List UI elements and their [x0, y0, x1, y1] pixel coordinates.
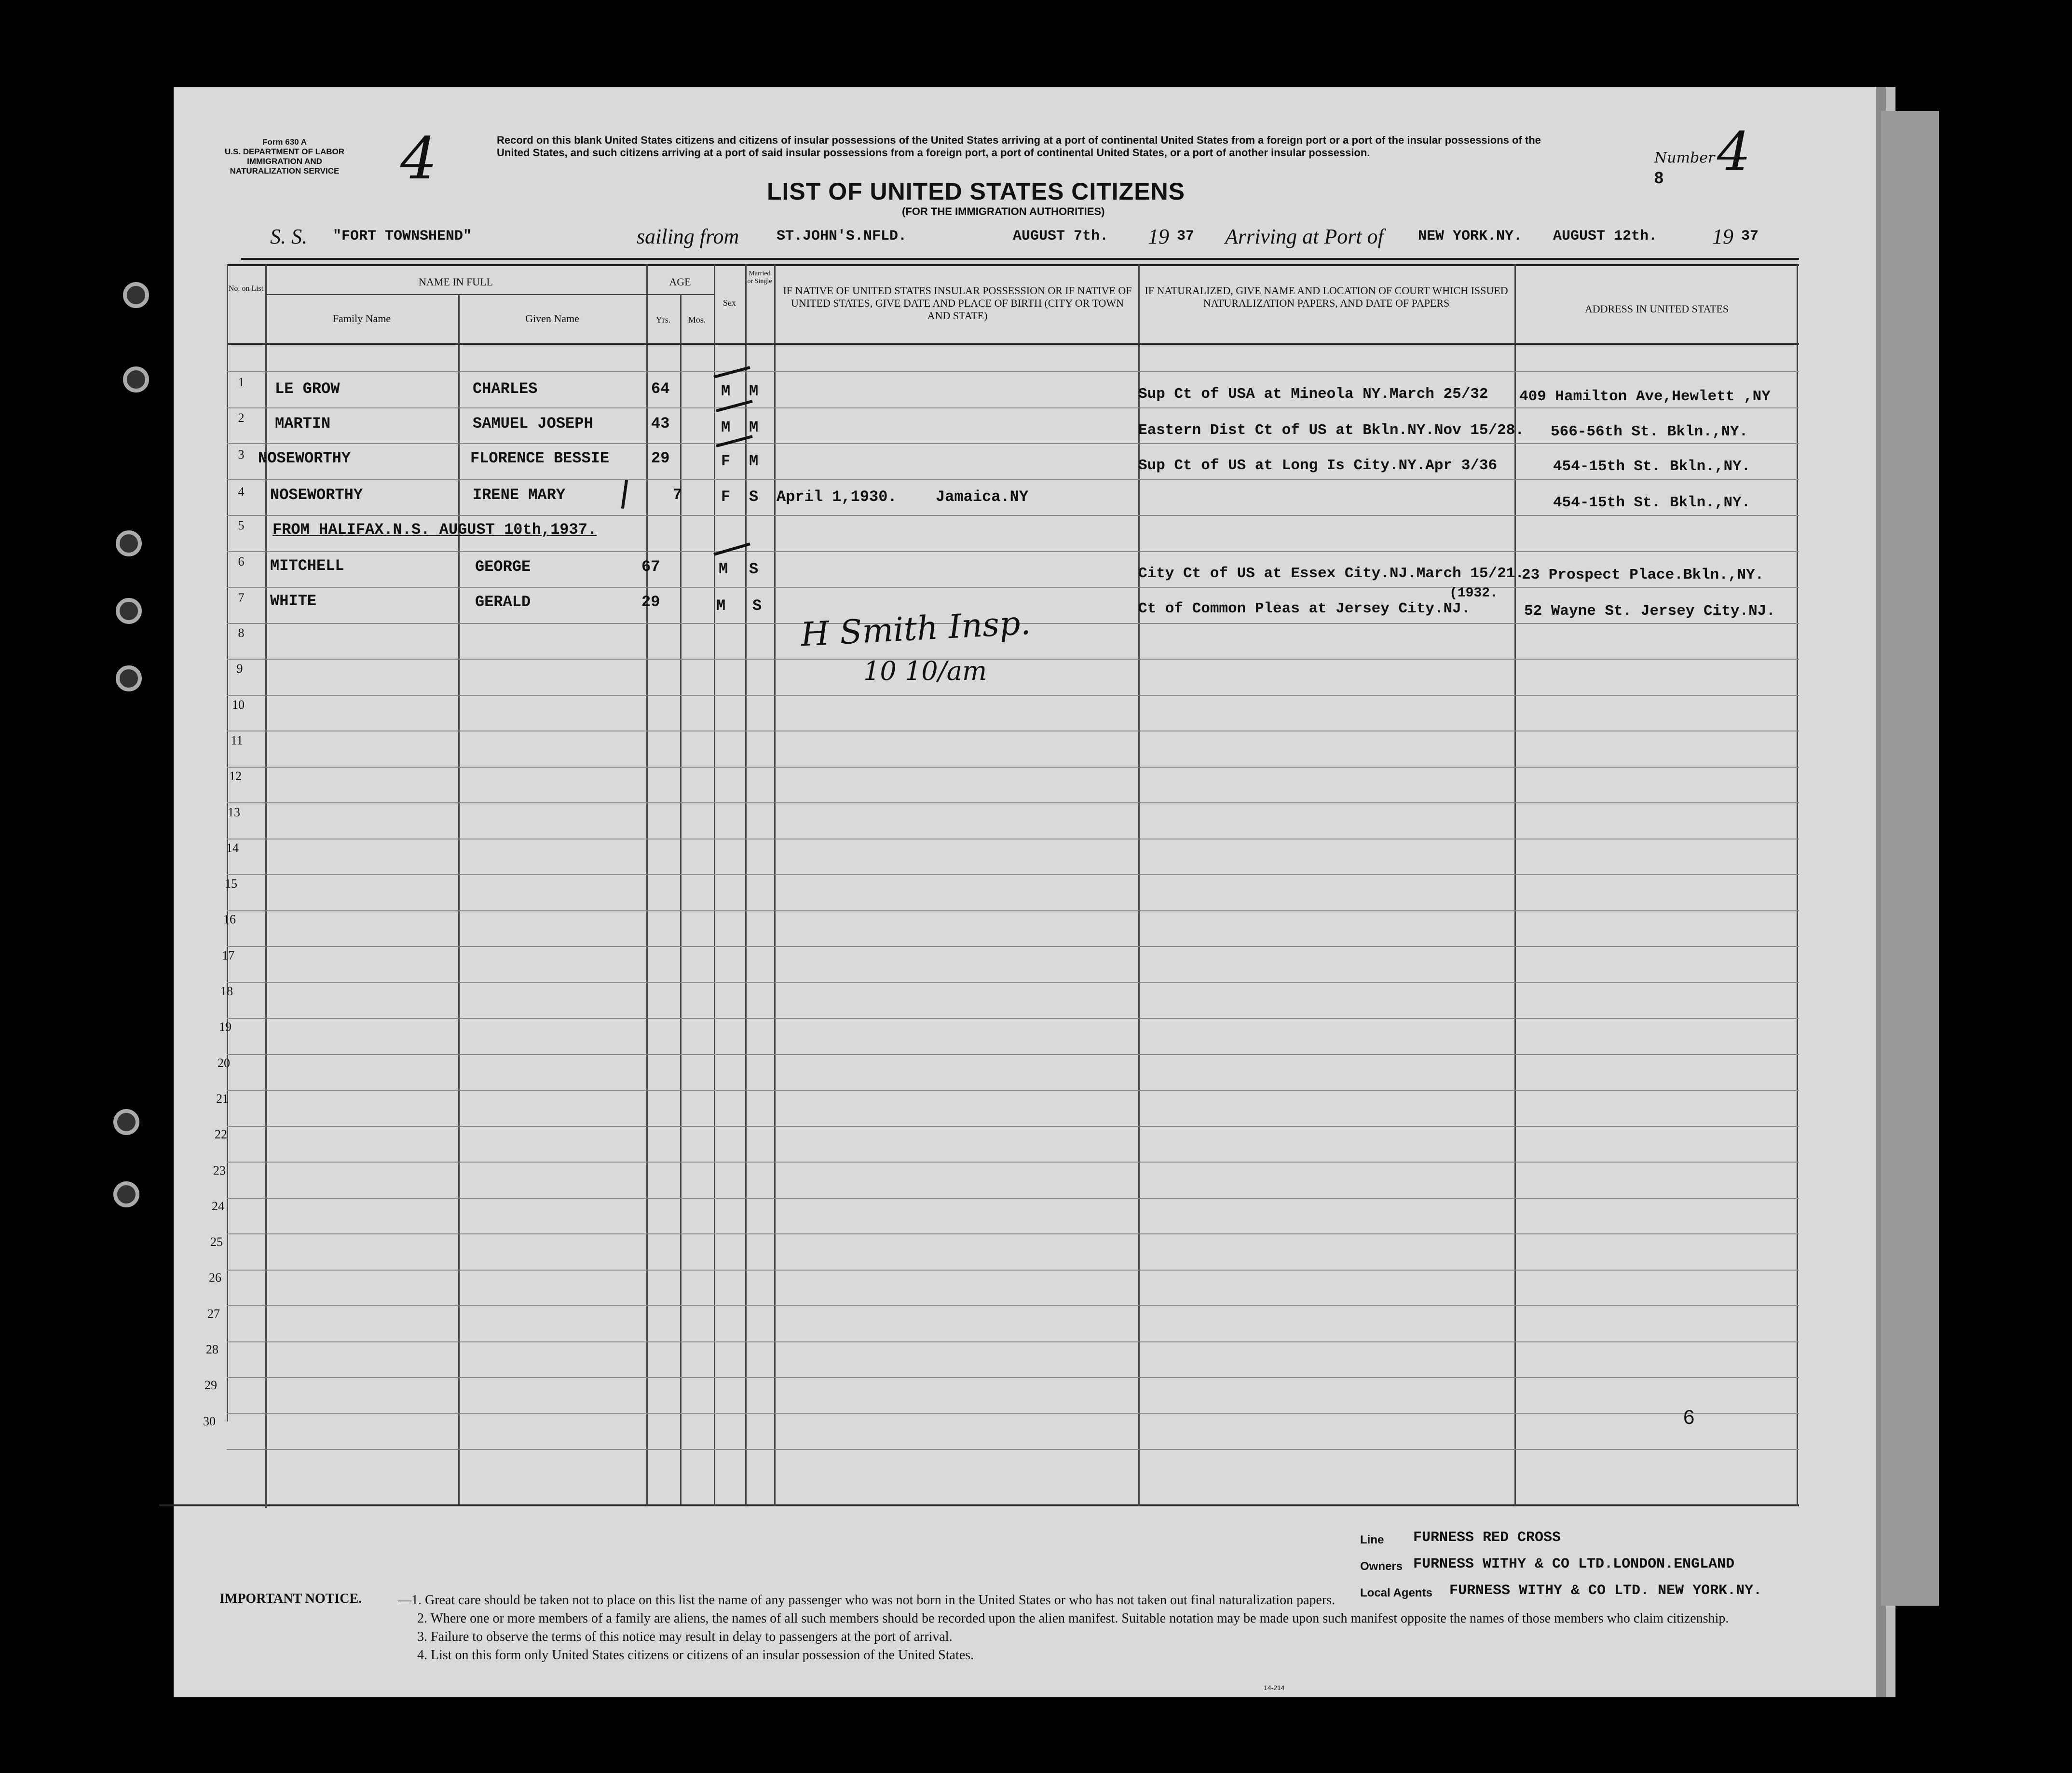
header-married-single: Married or Single — [747, 270, 772, 285]
year-prefix: 19 — [1712, 225, 1733, 248]
sailing-label: sailing from — [637, 225, 739, 248]
page-title: LIST OF UNITED STATES CITIZENS — [767, 178, 1186, 205]
header-no-on-list: No. on List — [228, 284, 264, 293]
naturalization-court: Sup Ct of USA at Mineola NY.March 25/32 — [1138, 386, 1488, 403]
number-label: Number — [1654, 149, 1715, 166]
row-number: 17 — [222, 948, 234, 962]
ruled-line — [227, 1270, 1799, 1271]
ruled-line — [227, 1090, 1799, 1091]
row-number: 12 — [229, 769, 242, 784]
print-code: 14-214 — [1264, 1684, 1285, 1692]
halifax-note: FROM HALIFAX.N.S. AUGUST 10th,1937. — [273, 521, 597, 539]
row-number: 4 — [238, 485, 245, 499]
naturalization-court: Ct of Common Pleas at Jersey City.NJ. — [1138, 600, 1471, 617]
row-number: 18 — [220, 984, 233, 998]
given-name: GERALD — [475, 593, 531, 611]
us-address: 409 Hamilton Ave,Hewlett ,NY — [1519, 388, 1771, 405]
row-number: 23 — [213, 1163, 226, 1177]
row-number: 2 — [238, 411, 245, 425]
ruled-line — [227, 1198, 1799, 1199]
marital-status: M — [749, 382, 759, 400]
ruled-line — [227, 407, 1799, 408]
row-number: 16 — [223, 912, 236, 927]
owners-value: FURNESS WITHY & CO LTD.LONDON.ENGLAND — [1413, 1556, 1735, 1572]
form-id-block — [212, 137, 357, 176]
header-given-name: Given Name — [525, 312, 579, 325]
binder-hole — [123, 282, 149, 308]
page-mark: 6 — [1683, 1406, 1695, 1428]
header-bottom-border — [227, 343, 1799, 345]
inspector-signature: H Smith Insp. — [800, 604, 1032, 654]
handwritten-number-left: 4 — [400, 125, 437, 192]
given-name: GEORGE — [475, 558, 531, 576]
agency-line: NATURALIZATION SERVICE — [230, 166, 340, 176]
given-name: CHARLES — [473, 380, 538, 398]
row-number: 30 — [203, 1414, 216, 1428]
departure-year: 37 — [1177, 228, 1195, 244]
sex: M — [721, 419, 731, 436]
ruled-line — [227, 443, 1799, 444]
row-number: 14 — [226, 840, 239, 855]
arrival-year: 37 — [1741, 228, 1759, 244]
marital-status: S — [749, 488, 759, 506]
row-number: 10 — [232, 697, 245, 712]
header-family-name: Family Name — [332, 312, 391, 325]
ruled-line — [227, 767, 1799, 768]
row-number: 21 — [216, 1091, 229, 1106]
page-subtitle: (FOR THE IMMIGRATION AUTHORITIES) — [902, 205, 1105, 217]
naturalization-court: Sup Ct of US at Long Is City.NY.Apr 3/36 — [1138, 457, 1498, 474]
agents-label: Local Agents — [1360, 1586, 1432, 1599]
sex: F — [721, 488, 731, 506]
col-line — [646, 264, 648, 1506]
year-prefix: 19 — [1148, 225, 1169, 248]
header-sex: Sex — [723, 298, 736, 308]
row-number: 26 — [209, 1271, 221, 1285]
record-instructions: Record on this blank United States citizens and citizens of insular possessions of the United States arriving at a port of continental United States from a foreign port or a port of the insular possessions of the United States, and such citizens arriving at a port of said insular possessions from a foreign port, a port of continental United States, or a port of another insular possession. — [497, 134, 1541, 159]
age-years: 64 — [651, 380, 670, 398]
family-name: NOSEWORTHY — [270, 486, 363, 504]
ruled-line — [227, 874, 1799, 875]
row-number: 8 — [238, 626, 245, 640]
naturalization-court: Eastern Dist Ct of US at Bkln.NY.Nov 15/28. — [1138, 422, 1524, 439]
family-name: NOSEWORTHY — [258, 449, 351, 467]
us-address: 566-56th St. Bkln.,NY. — [1551, 423, 1748, 440]
binder-hole — [116, 665, 142, 691]
agency-line: U.S. DEPARTMENT OF LABOR — [224, 147, 345, 156]
sex: F — [721, 452, 731, 470]
family-name: MARTIN — [275, 415, 331, 433]
table-bottom-border — [159, 1504, 1799, 1506]
owners-label: Owners — [1360, 1560, 1403, 1573]
row-number: 20 — [218, 1056, 230, 1070]
ship-name: "FORT TOWNSHEND" — [333, 228, 472, 244]
line-value: FURNESS RED CROSS — [1413, 1529, 1561, 1546]
age-years: 29 — [651, 449, 670, 467]
ruled-line — [227, 802, 1799, 803]
ruled-line — [227, 1126, 1799, 1127]
inspector-time: 10 10/am — [863, 656, 987, 686]
col-line — [1138, 264, 1140, 1506]
manifest-sheet — [174, 87, 1876, 1697]
header-address: ADDRESS IN UNITED STATES — [1584, 303, 1729, 315]
us-address: 23 Prospect Place.Bkln.,NY. — [1522, 567, 1764, 583]
binder-hole — [116, 598, 142, 624]
ruled-line — [227, 371, 1799, 372]
departure-port: ST.JOHN'S.NFLD. — [777, 228, 907, 244]
header-native-birth: IF NATIVE OF UNITED STATES INSULAR POSSESSION OR IF NATIVE OF UNITED STATES, GIVE DATE AND PLACE OF BIRTH (CITY OR TOWN AND STATE) — [783, 284, 1132, 322]
notice-item: 2. Where one or more members of a family are aliens, the names of all such members should be recorded upon the alien manifest. Suitable notation may be made upon such manifest opposite the names of those members who claim citizenship. — [417, 1611, 1729, 1626]
row-number: 7 — [238, 591, 245, 605]
row-number: 13 — [228, 805, 240, 819]
row-number: 29 — [204, 1378, 217, 1393]
arriving-label: Arriving at Port of — [1225, 225, 1384, 248]
check-marks — [704, 357, 772, 608]
col-line — [1514, 264, 1516, 1506]
ruled-line — [227, 695, 1799, 696]
row-number: 6 — [238, 555, 245, 568]
row-number: 15 — [225, 877, 237, 891]
ss-label: S. S. — [270, 225, 307, 248]
marital-status: S — [749, 560, 759, 578]
ruled-line — [227, 1377, 1799, 1378]
family-name: MITCHELL — [270, 557, 344, 575]
binder-hole — [123, 366, 149, 392]
col-line — [680, 294, 682, 1504]
age-years: 7 — [673, 486, 682, 504]
ruled-line — [227, 515, 1799, 516]
ruled-line — [227, 910, 1799, 911]
binder-edge — [1881, 111, 1939, 1606]
notice-list — [398, 1591, 1782, 1665]
table-top-border — [227, 264, 1799, 266]
form-number: Form 630 A — [262, 137, 307, 147]
ruled-line — [227, 1018, 1799, 1019]
row-number: 5 — [238, 518, 245, 532]
line-label: Line — [1360, 1533, 1384, 1546]
binder-hole — [116, 530, 142, 556]
row-number: 11 — [231, 733, 243, 747]
binder-hole — [113, 1181, 139, 1207]
arrival-date: AUGUST 12th. — [1553, 228, 1658, 244]
row-number: 24 — [212, 1199, 224, 1213]
birth-date: April 1,1930. — [777, 488, 897, 506]
given-name: IRENE MARY — [473, 486, 566, 504]
notice-item: 3. Failure to observe the terms of this notice may result in delay to passengers at the port of arrival. — [417, 1629, 953, 1644]
printed-number: 8 — [1654, 169, 1663, 187]
age-years: 29 — [641, 593, 660, 611]
ruled-line — [227, 1233, 1799, 1234]
age-years: 43 — [651, 415, 670, 433]
notice-label: IMPORTANT NOTICE. — [219, 1591, 362, 1606]
header-name-in-full: NAME IN FULL — [419, 276, 493, 288]
marital-status: M — [749, 452, 759, 470]
header-age: AGE — [669, 276, 691, 288]
family-name: WHITE — [270, 592, 317, 610]
ruled-line — [227, 1162, 1799, 1163]
row-number: 19 — [219, 1020, 232, 1034]
ruled-line — [227, 587, 1799, 588]
row-number: 3 — [238, 447, 245, 461]
given-name: SAMUEL JOSEPH — [473, 415, 593, 433]
row-number: 25 — [210, 1235, 223, 1249]
birth-place: Jamaica.NY — [936, 488, 1029, 506]
ruled-line — [227, 1054, 1799, 1055]
sex: M — [719, 560, 728, 578]
ruled-line — [227, 946, 1799, 947]
age-years: 67 — [641, 558, 660, 576]
given-name: FLORENCE BESSIE — [470, 449, 610, 467]
ruled-line — [227, 1413, 1799, 1414]
notice-item: —1. Great care should be taken not to place on this list the name of any passenger who was not born in the United States or who has not taken out final naturalization papers. — [398, 1593, 1336, 1608]
sailing-underline — [241, 258, 1799, 260]
handwritten-number-right: 4 — [1717, 121, 1751, 182]
ruled-line — [227, 1305, 1799, 1306]
row-number: 1 — [238, 375, 245, 389]
agency-line: IMMIGRATION AND — [247, 157, 322, 166]
sex: M — [721, 382, 731, 400]
binder-hole — [113, 1109, 139, 1135]
notice-item: 4. List on this form only United States citizens or citizens of an insular possession of the United States. — [417, 1648, 974, 1663]
ruled-line — [227, 982, 1799, 983]
arrival-port: NEW YORK.NY. — [1418, 228, 1523, 244]
subheader-line — [265, 294, 714, 295]
ruled-line — [227, 1341, 1799, 1342]
ruled-line — [227, 551, 1799, 552]
ruled-line — [227, 1449, 1799, 1450]
row-number: 27 — [207, 1306, 220, 1321]
col-line — [458, 294, 460, 1504]
row-number: 9 — [236, 662, 243, 676]
ruled-line — [227, 659, 1799, 660]
col-line — [774, 264, 776, 1506]
us-address: 454-15th St. Bkln.,NY. — [1553, 494, 1751, 511]
sailing-line — [270, 224, 1780, 253]
naturalization-court: City Ct of US at Essex City.NJ.March 15/21. — [1138, 565, 1524, 582]
marital-status: S — [752, 597, 762, 615]
col-line — [1797, 264, 1798, 1506]
marital-status: M — [749, 419, 759, 436]
ruled-line — [227, 479, 1799, 480]
row-number: 28 — [206, 1342, 218, 1356]
family-name: LE GROW — [275, 380, 340, 398]
naturalization-year-note: (1932. — [1449, 586, 1498, 601]
us-address: 454-15th St. Bkln.,NY. — [1553, 458, 1751, 475]
row-number: 22 — [215, 1127, 227, 1142]
header-mos: Mos. — [688, 315, 706, 325]
departure-date: AUGUST 7th. — [1013, 228, 1109, 244]
agents-value: FURNESS WITHY & CO LTD. NEW YORK.NY. — [1449, 1583, 1762, 1599]
sex: M — [716, 597, 726, 615]
header-yrs: Yrs. — [655, 315, 671, 325]
header-naturalized: IF NATURALIZED, GIVE NAME AND LOCATION OF COURT WHICH ISSUED NATURALIZATION PAPERS, AND DATE OF PAPERS — [1145, 284, 1508, 309]
us-address: 52 Wayne St. Jersey City.NJ. — [1524, 603, 1775, 620]
